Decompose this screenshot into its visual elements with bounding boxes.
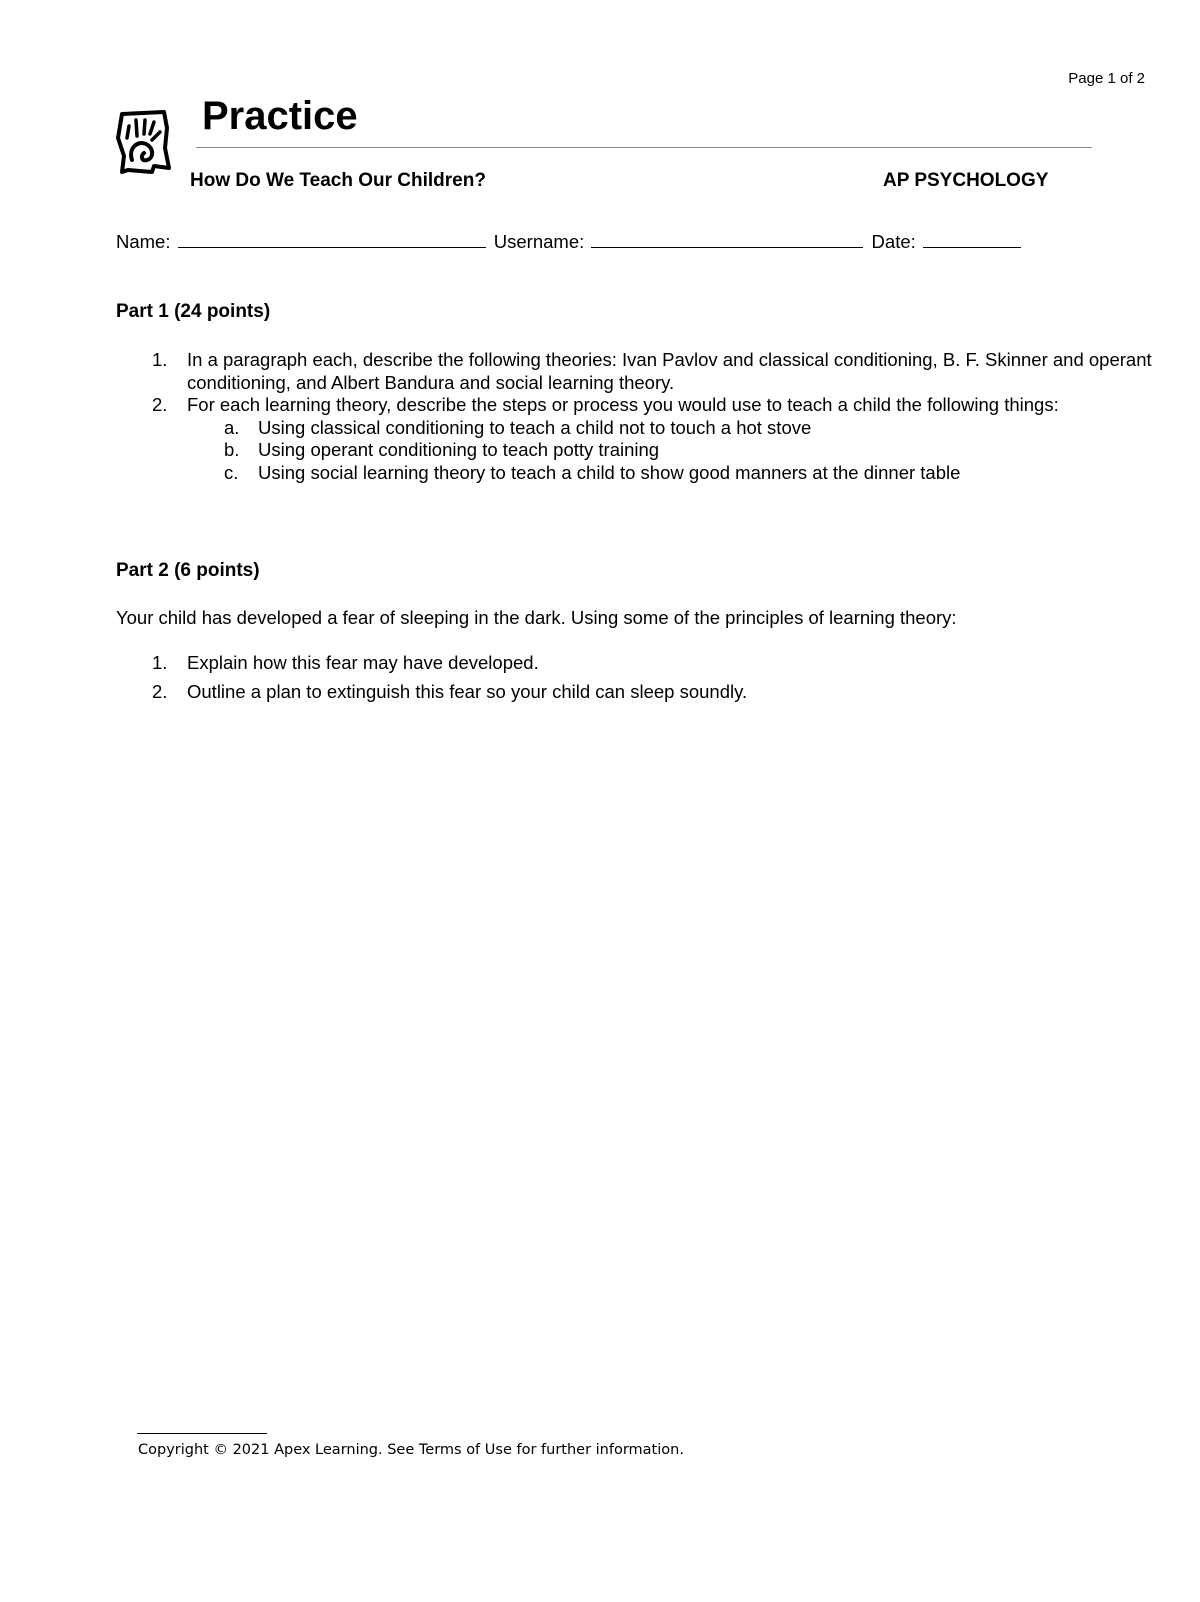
username-blank bbox=[591, 230, 863, 248]
sub-list-item bbox=[116, 439, 1156, 462]
list-item bbox=[116, 652, 1156, 675]
list-item bbox=[116, 394, 1156, 417]
page-title: Practice bbox=[202, 94, 358, 138]
part2-heading: Part 2 (6 points) bbox=[116, 560, 260, 581]
course-name: AP PSYCHOLOGY bbox=[883, 170, 1049, 191]
item-text: Using social learning theory to teach a child to show good manners at the dinner table bbox=[258, 461, 961, 483]
item-number: 1. bbox=[152, 349, 168, 370]
date-blank bbox=[923, 230, 1021, 248]
item-number: 2. bbox=[152, 394, 168, 415]
item-letter: a. bbox=[224, 416, 240, 438]
item-letter: c. bbox=[224, 461, 239, 483]
item-text: Outline a plan to extinguish this fear so your child can sleep soundly. bbox=[187, 680, 748, 702]
assignment-subtitle: How Do We Teach Our Children? bbox=[190, 170, 486, 191]
part2-list bbox=[116, 652, 1156, 709]
item-letter: b. bbox=[224, 439, 240, 460]
name-blank bbox=[178, 230, 486, 248]
sub-list-item bbox=[116, 417, 1156, 440]
item-text: Using classical conditioning to teach a child not to touch a hot stove bbox=[258, 416, 812, 438]
part1-heading: Part 1 (24 points) bbox=[116, 301, 271, 322]
page-number: Page 1 of 2 bbox=[1068, 70, 1145, 87]
list-item bbox=[116, 681, 1156, 704]
part2-intro: Your child has developed a fear of sleeping in the dark. Using some of the principles of learning theory: bbox=[116, 607, 957, 628]
name-label: Name: bbox=[116, 231, 171, 252]
item-text: Explain how this fear may have developed. bbox=[187, 652, 539, 673]
copyright-notice: Copyright © 2021 Apex Learning. See Terms of Use for further information. bbox=[138, 1442, 684, 1458]
item-text: Using operant conditioning to teach potty training bbox=[258, 439, 660, 460]
item-text: For each learning theory, describe the steps or process you would use to teach a child the following things: bbox=[187, 394, 1059, 415]
footnote-divider bbox=[137, 1433, 267, 1434]
list-item bbox=[116, 349, 1156, 394]
part1-list bbox=[116, 349, 1156, 484]
date-label: Date: bbox=[871, 231, 916, 252]
item-text: In a paragraph each, describe the following theories: Ivan Pavlov and classical conditioning, B. F. Skinner and operant conditioning, and Albert Bandura and social learning theory. bbox=[187, 349, 1152, 393]
item-number: 1. bbox=[152, 652, 168, 673]
head-with-rays-logo-icon bbox=[114, 108, 174, 174]
student-info-fields bbox=[116, 230, 1024, 253]
sub-list-item bbox=[116, 462, 1156, 485]
title-divider bbox=[196, 147, 1092, 148]
item-number: 2. bbox=[152, 680, 168, 702]
username-label: Username: bbox=[493, 231, 585, 252]
